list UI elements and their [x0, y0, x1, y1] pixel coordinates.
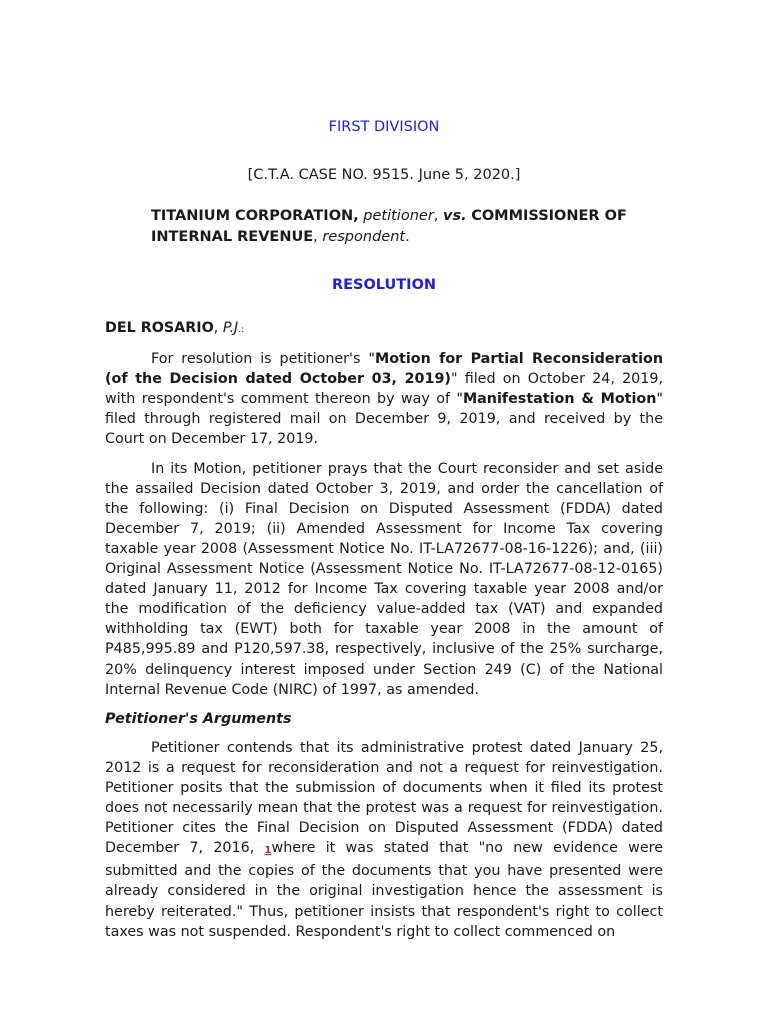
- petitioner-name: TITANIUM CORPORATION,: [151, 208, 359, 224]
- petitioner-role: petitioner: [363, 208, 434, 224]
- resolution-title: RESOLUTION: [331, 277, 437, 293]
- ponente-title: P.J: [222, 320, 239, 336]
- footnote-link-1[interactable]: 1: [264, 845, 272, 857]
- versus-label: vs.: [443, 208, 467, 224]
- paragraph-1: [105, 349, 663, 449]
- motion-title: Motion for Partial Reconsideration (of the Decision dated October 03, 2019): [105, 351, 663, 388]
- ponente-name: DEL ROSARIO: [105, 320, 214, 336]
- respondent-name: COMMISSIONER OF INTERNAL REVENUE: [151, 208, 627, 245]
- paragraph-3-text-b: where it was stated that "no new evidence were submitted and the copies of the documents that you have presented were already considered in the original investigation hence the assessment is hereby reiterated." Thus, petitioner insists that respondent's right to collect taxes was not suspended. Respondent's right to collect commenced on: [105, 840, 664, 940]
- paragraph-1-text-a: For resolution is petitioner's ": [151, 351, 375, 368]
- division-heading: FIRST DIVISION: [328, 119, 440, 135]
- case-number: [C.T.A. CASE NO. 9515. June 5, 2020.]: [247, 167, 521, 183]
- paragraph-1-text-c: " filed through registered mail on December 9, 2019, and received by the Court on December 17, 2019.: [105, 391, 663, 448]
- respondent-role: respondent: [322, 229, 406, 245]
- paragraph-3: [105, 738, 663, 942]
- paragraph-3-text-a: Petitioner contends that its administrative protest dated January 25, 2012 is a request for reconsideration and not a request for reinvestigation. Petitioner posits that the submission of documents when it filed its protest does not necessarily mean that the protest was a request for reinvestigation. Petitioner cites the Final Decision on Disputed Assessment (FDDA) dated December 7, 2016,: [105, 739, 663, 857]
- paragraph-2: In its Motion, petitioner prays that the Court reconsider and set aside the assailed Decision dated October 3, 2019, and order the cancellation of the following: (i) Final Decision on Disputed Assessment (FDDA) dated December 7, 2019; (ii) Amended Assessment for Income Tax covering taxable year 2008 (Assessment Notice No. IT-LA72677-08-16-1226); and, (iii) Original Assessment Notice (Assessment Notice No. IT-LA72677-08-12-0165) dated January 11, 2012 for Income Tax covering taxable year 2008 and/or the modification of the deficiency value-added tax (VAT) and expanded withholding tax (EWT) both for taxable year 2008 in the amount of P485,995.89 and P120,597.38, respectively, inclusive of the 25% surcharge, 20% delinquency interest imposed under Section 249 (C) of the National Internal Revenue Code (NIRC) of 1997, as amended.: [105, 460, 663, 698]
- ponente-line: DEL ROSARIO, P.J.:: [105, 320, 245, 336]
- paragraph-1-text-b: " filed on October 24, 2019, with respondent's comment thereon by way of ": [105, 371, 663, 408]
- case-parties: TITANIUM CORPORATION, petitioner, vs. COMMISSIONER OF INTERNAL REVENUE, respondent.: [151, 208, 627, 245]
- resolution-body: [105, 318, 663, 951]
- ponente-suffix: .:: [238, 325, 245, 335]
- manifestation-title: Manifestation & Motion: [462, 391, 657, 408]
- section-heading-arguments: Petitioner's Arguments: [105, 710, 292, 727]
